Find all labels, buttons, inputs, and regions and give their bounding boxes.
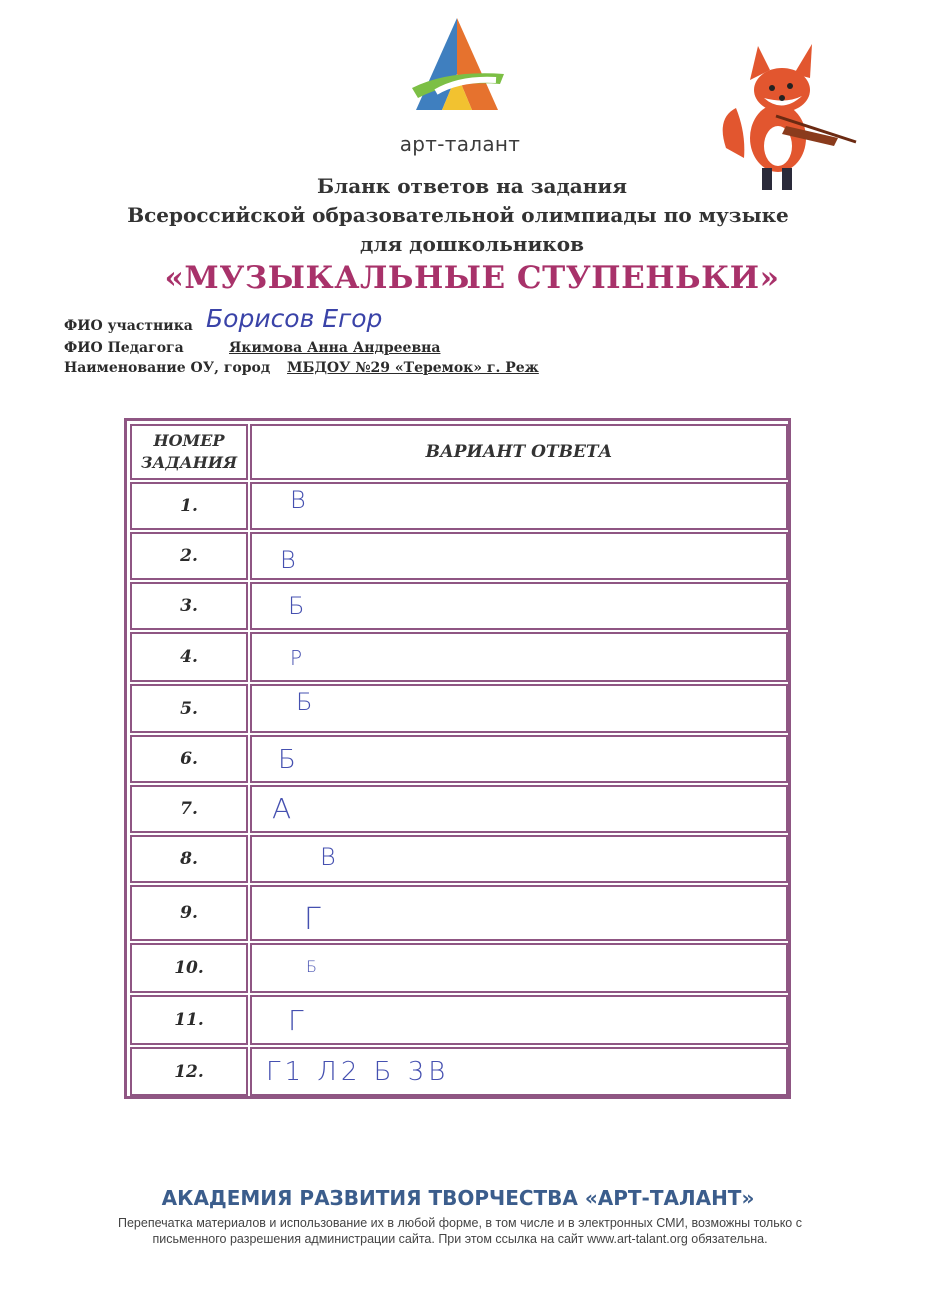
answer-cell <box>250 995 788 1045</box>
header-task-number-line-1: НОМЕР <box>153 431 225 450</box>
task-number-cell: 6. <box>130 735 248 783</box>
answer-cell <box>250 532 788 580</box>
task-number-cell: 12. <box>130 1047 248 1096</box>
answer-cell <box>250 785 788 833</box>
handwritten-answer: В <box>290 486 306 514</box>
task-number-cell: 8. <box>130 835 248 883</box>
handwritten-answer: В <box>280 546 296 574</box>
teacher-name: Якимова Анна Андреевна <box>229 340 441 356</box>
school-name: МБДОУ №29 «Теремок» г. Реж <box>287 360 539 376</box>
answer-cell <box>250 684 788 733</box>
answer-cell <box>250 482 788 530</box>
participant-label: ФИО участника <box>64 318 193 334</box>
handwritten-answer: А <box>272 792 292 825</box>
handwritten-answer: В <box>320 843 336 871</box>
art-talant-logo-icon <box>408 14 506 124</box>
footer-academy-title: АКАДЕМИЯ РАЗВИТИЯ ТВОРЧЕСТВА «АРТ-ТАЛАНТ» <box>161 1186 755 1210</box>
task-number-cell: 2. <box>130 532 248 580</box>
brand-name: арт-талант <box>399 132 521 156</box>
handwritten-answer: Г <box>288 1004 304 1037</box>
handwritten-answer: Р <box>290 646 303 670</box>
answer-cell <box>250 943 788 993</box>
handwritten-answer: Г1 Л2 Б 3В <box>266 1057 450 1087</box>
answer-cell <box>250 835 788 883</box>
task-number-cell: 7. <box>130 785 248 833</box>
form-title-line-2: Всероссийской образовательной олимпиады по музыке <box>127 203 789 227</box>
handwritten-answer: Б <box>278 745 296 775</box>
answer-cell <box>250 885 788 941</box>
task-number-cell: 4. <box>130 632 248 682</box>
task-number-cell: 10. <box>130 943 248 993</box>
participant-name-handwritten: Борисов Егор <box>206 304 383 333</box>
header-task-number <box>130 424 248 480</box>
footer-copyright-note-line-1: Перепечатка материалов и использование их в любой форме, в том числе и в электронных СМИ, возможны только с <box>117 1216 802 1230</box>
teacher-label: ФИО Педагога <box>64 340 184 356</box>
answer-cell <box>250 1047 788 1096</box>
task-number-cell: 5. <box>130 684 248 733</box>
handwritten-answer: Б <box>288 592 305 620</box>
answer-cell <box>250 582 788 630</box>
answer-cell <box>250 735 788 783</box>
task-number-cell: 11. <box>130 995 248 1045</box>
handwritten-answer: Б <box>296 688 313 716</box>
form-title-line-1: Бланк ответов на задания <box>317 174 627 198</box>
handwritten-answer: Б <box>306 957 317 976</box>
task-number-cell: 3. <box>130 582 248 630</box>
footer-copyright-note-line-2: письменного разрешения администрации сайта. При этом ссылка на сайт www.art-talant.org обязательна. <box>152 1232 768 1246</box>
school-label: Наименование ОУ, город <box>64 360 271 376</box>
handwritten-answer: Г <box>304 902 321 937</box>
header-answer-variant: ВАРИАНТ ОТВЕТА <box>250 424 788 480</box>
task-number-cell: 9. <box>130 885 248 941</box>
answer-cell <box>250 632 788 682</box>
answer-table <box>124 418 791 1099</box>
form-title-line-3: для дошкольников <box>360 232 584 256</box>
header-task-number-line-2: ЗАДАНИЯ <box>140 453 238 472</box>
task-number-cell: 1. <box>130 482 248 530</box>
olympiad-name: «МУЗЫКАЛЬНЫЕ СТУПЕНЬКИ» <box>164 260 780 296</box>
